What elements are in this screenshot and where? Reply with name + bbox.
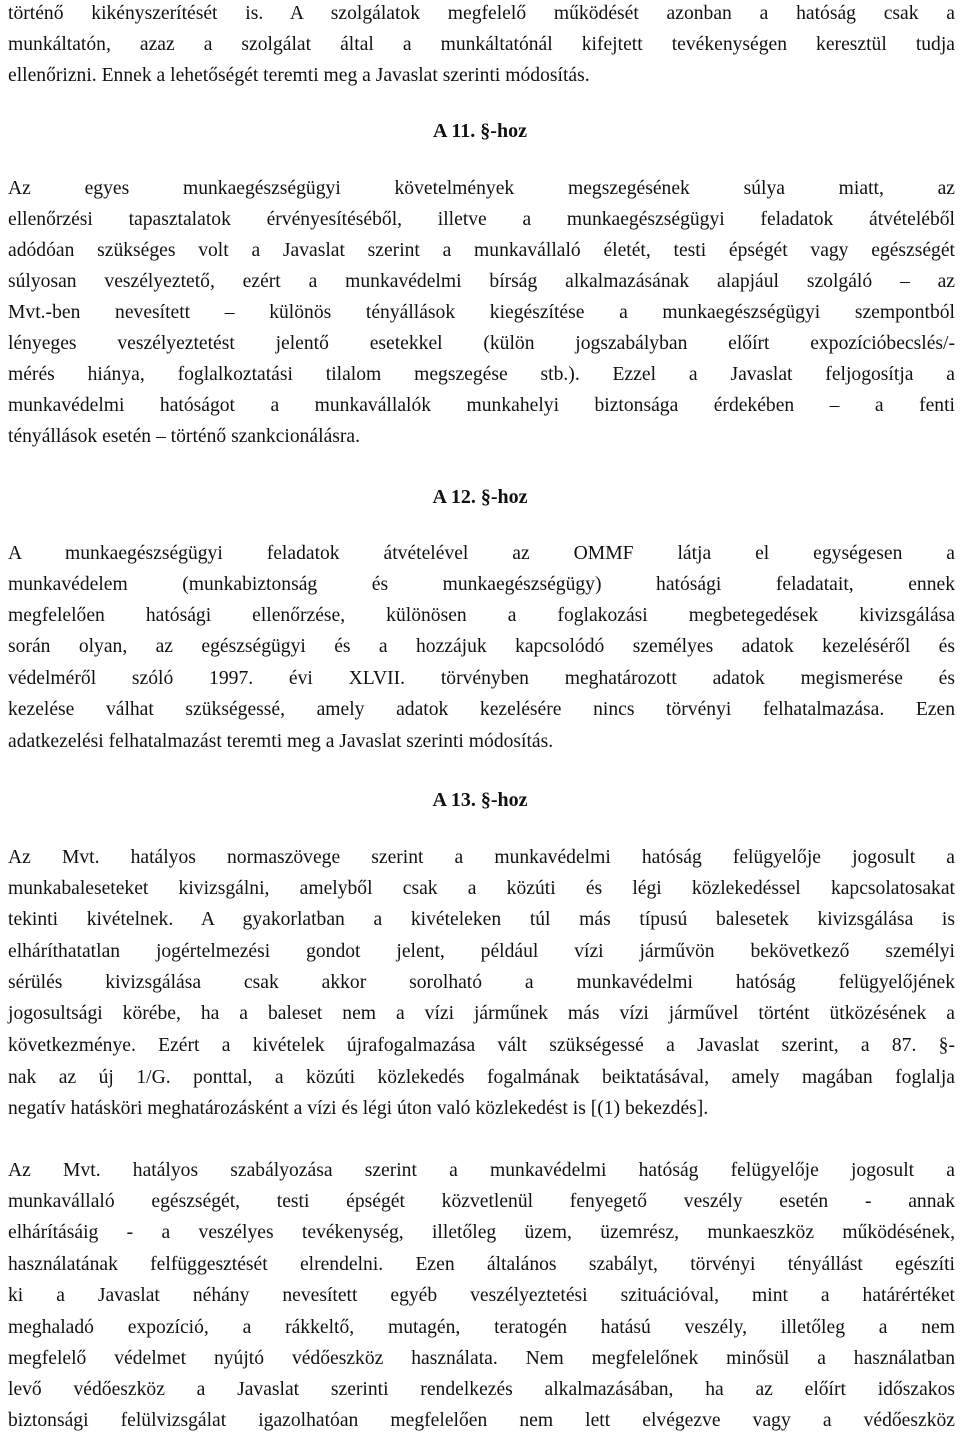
text-line: elhárításáig - a veszélyes tevékenység, illetőleg üzem, üzemrész, munkaeszköz működésének, — [8, 1222, 955, 1243]
text-line: mérés hiánya, foglalkoztatási tilalom megszegése stb.). Ezzel a Javaslat feljogosítja a — [8, 364, 955, 385]
text-line: megfelelően hatósági ellenőrzése, különösen a foglakozási megbetegedések kivizsgálása — [8, 605, 955, 626]
section-heading-11: A 11. §-hoz — [433, 120, 527, 142]
text-line: során olyan, az egészségügyi és a hozzájuk kapcsolódó személyes adatok kezeléséről és — [8, 636, 955, 657]
text-line: jogosultsági körébe, ha a baleset nem a vízi járműnek más vízi járművel történt ütközésének a — [8, 1003, 955, 1024]
text-line: tényállások esetén – történő szankcionálásra. — [8, 426, 361, 447]
text-line: munkabaleseteket kivizsgálni, amelyből csak a közúti és légi közlekedéssel kapcsolatosakat — [8, 878, 955, 899]
text-line: Mvt.-ben nevesített – különös tényállások kiegészítése a munkaegészségügyi szempontból — [8, 302, 955, 323]
text-line: használatának felfüggesztését elrendelni. Ezen általános szabályt, törvényi tényállást egészíti — [8, 1254, 955, 1275]
text-line: munkavállaló egészségét, testi épségét közvetlenül fenyegető veszély esetén - annak — [8, 1191, 955, 1212]
text-line: ellenőrizni. Ennek a lehetőségét teremti meg a Javaslat szerinti módosítás. — [8, 65, 590, 86]
text-line: A munkaegészségügyi feladatok átvételével az OMMF látja el egységesen a — [8, 543, 955, 564]
text-line: Az egyes munkaegészségügyi követelmények megszegésének súlya miatt, az — [8, 178, 955, 199]
text-line: kezelése válhat szükségessé, amely adatok kezelésére nincs törvényi felhatalmazása. Ezen — [8, 699, 955, 720]
text-line: levő védőeszköz a Javaslat szerinti rendelkezés alkalmazásában, ha az előírt időszakos — [8, 1379, 955, 1400]
text-line: munkavédelmi hatóságot a munkavállalók munkahelyi biztonsága érdekében – a fenti — [8, 395, 955, 416]
text-line: védelméről szóló 1997. évi XLVII. törvényben meghatározott adatok megismerése és — [8, 668, 955, 689]
text-line: nak az új 1/G. ponttal, a közúti közlekedés fogalmának beiktatásával, amely magában foglalja — [8, 1067, 955, 1088]
text-line: történő kikényszerítését is. A szolgálatok megfelelő működését azonban a hatóság csak a — [8, 3, 955, 24]
text-line: biztonsági felülvizsgálat igazolhatóan megfelelően nem lett elvégezve vagy a védőeszköz — [8, 1410, 955, 1431]
text-line: munkáltatón, azaz a szolgálat által a munkáltatónál kifejtett tevékenységen keresztül tudja — [8, 34, 955, 55]
text-line: adódóan szükséges volt a Javaslat szerint a munkavállaló életét, testi épségét vagy egészségét — [8, 240, 955, 261]
section-heading-13: A 13. §-hoz — [432, 789, 528, 811]
text-line: súlyosan veszélyeztető, ezért a munkavédelmi bírság alkalmazásának alapjául szolgáló – az — [8, 271, 955, 292]
text-line: negatív hatásköri meghatározásként a vízi és légi úton való közlekedést is [(1) bekezdés]. — [8, 1098, 709, 1119]
text-line: Az Mvt. hatályos szabályozása szerint a munkavédelmi hatóság felügyelője jogosult a — [8, 1160, 955, 1181]
text-line: munkavédelem (munkabiztonság és munkaegészségügy) hatósági feladatait, ennek — [8, 574, 955, 595]
text-line: tekinti kivételnek. A gyakorlatban a kivételeken túl más típusú balesetek kivizsgálása is — [8, 909, 955, 930]
text-line: sérülés kivizsgálása csak akkor sorolható a munkavédelmi hatóság felügyelőjének — [8, 972, 955, 993]
text-line: lényeges veszélyeztetést jelentő esetekkel (külön jogszabályban előírt expozícióbecslés/- — [8, 333, 955, 354]
section-heading-12: A 12. §-hoz — [432, 486, 528, 508]
text-line: elháríthatatlan jogértelmezési gondot jelent, például vízi járművön bekövetkező személyi — [8, 941, 955, 962]
text-line: adatkezelési felhatalmazást teremti meg a Javaslat szerinti módosítás. — [8, 731, 554, 752]
text-line: Az Mvt. hatályos normaszövege szerint a munkavédelmi hatóság felügyelője jogosult a — [8, 847, 955, 868]
text-line: meghaladó expozíció, a rákkeltő, mutagén, teratogén hatású veszély, illetőleg a nem — [8, 1317, 955, 1338]
text-line: következménye. Ezért a kivételek újrafogalmazása vált szükségessé a Javaslat szerint, a 87. §- — [8, 1035, 955, 1056]
text-line: ki a Javaslat néhány nevesített egyéb veszélyeztetési szituációval, mint a határértéket — [8, 1285, 955, 1306]
text-line: megfelelő védelmet nyújtó védőeszköz használata. Nem megfelelőnek minősül a használatban — [8, 1348, 955, 1369]
text-line: ellenőrzési tapasztalatok érvényesítéséből, illetve a munkaegészségügyi feladatok átvételéből — [8, 209, 955, 230]
